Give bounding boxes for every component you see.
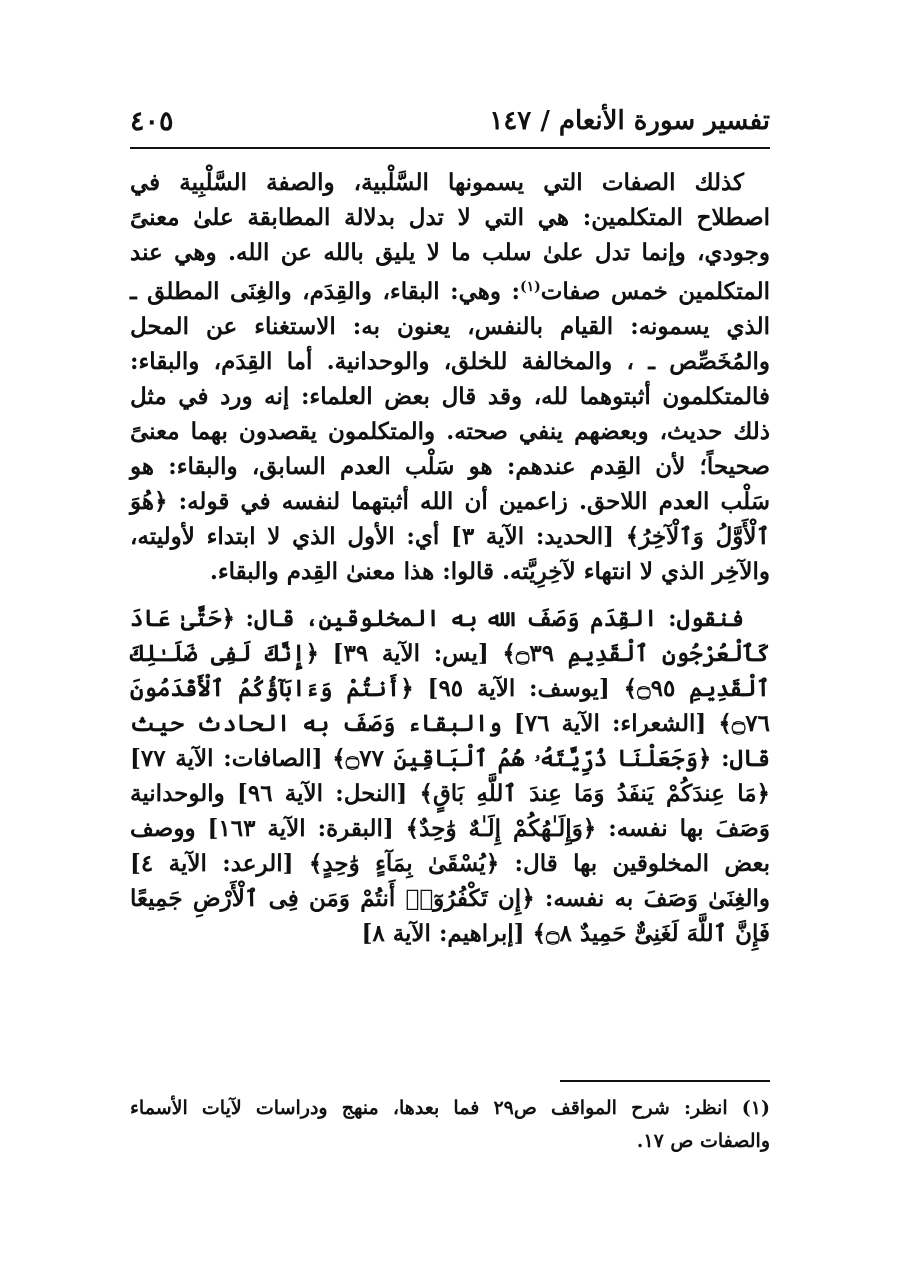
footnote-divider: [560, 1080, 770, 1082]
page-number: ٤٠٥: [130, 106, 174, 137]
paragraph-1: [130, 165, 770, 589]
paragraph-2: فنقول: القِدَم وَصَفَ الله به المخلوقين، قال: ﴿حَتَّىٰ عَادَ كَٱلْعُرْجُونِ ٱلْقَدِيمِ ۝٣٩﴾ [يس: الآية ٣٩] ﴿إِنَّكَ لَفِى ضَلَـٰلِكَ ٱلْقَدِيمِ ۝٩٥﴾ [يوسف: الآية ٩٥] ﴿أَنتُمْ وَءَابَآؤُكُمُ ٱلْأَقْدَمُونَ ۝٧٦﴾ [الشعراء: الآية ٧٦] والبقاء وَصَفَ به الحادث حيث قال: ﴿وَجَعَلْنَا ذُرِّيَّتَهُۥ هُمُ ٱلْبَاقِينَ ۝٧٧﴾ [الصافات: الآية ٧٧] ﴿مَا عِندَكُمْ يَنفَدُ وَمَا عِندَ ٱللَّهِ بَاقٍ﴾ [النحل: الآية ٩٦] والوحدانية وَصَفَ بها نفسه: ﴿وَإِلَـٰهُكُمْ إِلَـٰهٌ وَٰحِدٌ﴾ [البقرة: الآية ١٦٣] ووصف بعض المخلوقين بها قال: ﴿يُسْقَىٰ بِمَآءٍ وَٰحِدٍ﴾ [الرعد: الآية ٤] والغِنَىٰ وَصَفَ به نفسه: ﴿إِن تَكْفُرُوٓا۟ أَنتُمْ وَمَن فِى ٱلْأَرْضِ جَمِيعًا فَإِنَّ ٱللَّهَ لَغَنِىٌّ حَمِيدٌ ۝٨﴾ [إبراهيم: الآية ٨]: [130, 605, 771, 947]
footnote: (١) انظر: شرح المواقف ص٢٩ فما بعدها، منهج ودراسات لآيات الأسماء والصفات ص ١٧.: [130, 1097, 770, 1152]
running-title: تفسير سورة الأنعام / ١٤٧: [489, 106, 770, 136]
paragraph-1-text-a: كذلك الصفات التي يسمونها السَّلْبية، والصفة السَّلْبِية في اصطلاح المتكلمين: هي التي لا تدل بدلالة المطابقة علىٰ معنىً وجودي، وإنما تدل علىٰ سلب ما لا يليق بالله عن الله. وهي عند المتكلمين خمس صفات: [130, 169, 770, 305]
page-header: [130, 100, 770, 146]
paragraph-1-text-b: : وهي: البقاء، والقِدَم، والغِنَى المطلق ـ الذي يسمونه: القيام بالنفس، يعنون به: الاستغناء عن المحل والمُخَصِّص ـ ، والمخالفة للخلق، والوحدانية. أما القِدَم، والبقاء: فالمتكلمون أثبتوهما لله، وقد قال بعض العلماء: إنه ورد في مثل ذلك حديث، وبعضهم ينفي صحته. والمتكلمون يقصدون بهما معنىً صحيحاً؛ لأن القِدم عندهم: هو سَلْب العدم السابق، والبقاء: هو سَلْب العدم اللاحق. زاعمين أن الله أثبتهما لنفسه في قوله: ﴿هُوَ ٱلْأَوَّلُ وَٱلْآخِرُ﴾ [الحديد: الآية ٣] أي: الأول الذي لا ابتداء لأوليته، والآخِر الذي لا انتهاء لآخِرِيَّته. قالوا: هذا معنىٰ القِدم والبقاء.: [130, 278, 770, 585]
body-text: [130, 165, 770, 951]
header-divider: [130, 147, 770, 149]
footnote-marker: (١): [519, 279, 541, 295]
